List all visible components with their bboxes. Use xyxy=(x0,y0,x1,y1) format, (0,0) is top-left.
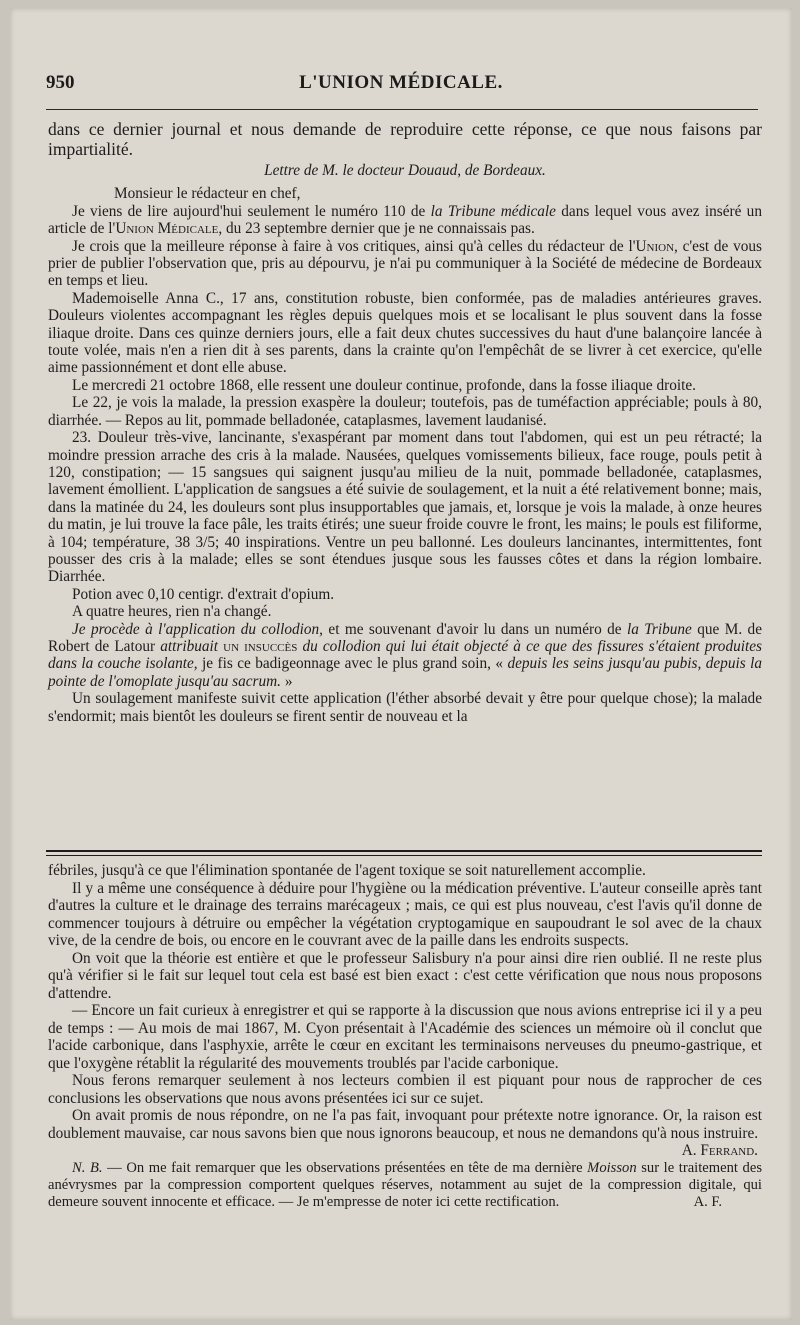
header-rule xyxy=(46,109,758,110)
paragraph-1: Je viens de lire aujourd'hui seulement le numéro 110 de la Tribune médicale dans lequel vous avez inséré un article de l'Union Médicale, du 23 septembre dernier que je ne connaissais pas. xyxy=(48,202,762,238)
letter-heading: Lettre de M. le docteur Douaud, de Bordeaux. xyxy=(264,162,546,179)
journal-title: la Tribune médicale xyxy=(430,202,556,220)
note-paragraph-4: — Encore un fait curieux à enregistrer et qui se rapporte à la discussion que nous avions entreprise ici il y a peu de temps : — Au mois de mai 1867, M. Cyon présentait à l'Académie des sciences un mémoire où il conclut que l'acide carbonique, dans l'asphyxie, arrête le cœur en excitant les terminaisons nerveuses du pneumo-gastrique, et que l'oxygène rétablit la régularité des mouvements troublés par l'acide carbonique. xyxy=(48,1002,762,1072)
postscript-label: N. B. xyxy=(72,1159,103,1176)
note-paragraph-3: On voit que la théorie est entière et que le professeur Salisbury n'a pour ainsi dire rien oublié. Il ne reste plus qu'à vérifier si le fait sur lequel tout cela est basé est bien exact : c'est cette vérification que nous nous proposons d'attendre. xyxy=(48,949,762,1002)
paragraph-8: A quatre heures, rien n'a changé. xyxy=(72,603,272,621)
paragraph-6: 23. Douleur très-vive, lancinante, s'exaspérant par moment dans tout l'abdomen, qui est un peu rétracté; la moindre pression arrache des cris à la malade. Nausées, quelques vomissements bilieux, face rouge, pouls petit à 120, constipation; — 15 sangsues qui saignent jusqu'au milieu de la nuit, pommade belladonée, cataplasmes, lavement émollient. L'application de sangsues a été suivie de soulagement, et la nuit a été relativement bonne; mais, dans la matinée du 24, les douleurs sont plus insupportables que jamais, et, lorsque je vois la malade, à onze heures du matin, je lui trouve la face pâle, les traits étirés; une sueur froide couvre le front, les mains; le pouls est filiforme, à 104; température, 38 3/5; 40 inspirations. Ventre un peu ballonné. Les douleurs lancinantes, intermittentes, font pousser des cris à la malade; elles se sont étendues jusque sous les fausses côtes et dans la région lombaire. Diarrhée. xyxy=(48,429,762,586)
postscript: N. B. — On me fait remarquer que les observations présentées en tête de ma dernière Moisson sur le traitement des anévrysmes par la compression comportent quelques réserves, notamment au sujet de la compression digitale, qui demeure souvent innocente et efficace. — Je m'empresse de noter ici cette rectification. A. F. xyxy=(48,1159,762,1210)
opening-paragraph: dans ce dernier journal et nous demande de reproduire cette réponse, ce que nous faisons par impartialité. xyxy=(48,119,762,159)
section-divider xyxy=(46,850,762,856)
journal-name: Union xyxy=(635,237,675,255)
salutation: Monsieur le rédacteur en chef, xyxy=(114,185,301,203)
paragraph-3: Mademoiselle Anna C., 17 ans, constitution robuste, bien conformée, pas de maladies antérieures graves. Douleurs violentes accompagnant les règles depuis quelques mois et se localisant le plus souvent dans la fosse iliaque droite. Dans ces quinze derniers jours, elle a fait deux chutes successives du haut d'une balançoire lancée à toute volée, mais n'en a rien dit à ses parents, dans la crainte qu'on l'empêchât de se livrer à cet exercice, qu'elle aime passionnément et dont elle abuse. xyxy=(48,289,762,377)
note-paragraph-1: fébriles, jusqu'à ce que l'élimination spontanée de l'agent toxique se soit naturellement accomplie. xyxy=(48,862,646,879)
note-paragraph-6: On avait promis de nous répondre, on ne l'a pas fait, invoquant pour prétexte notre ignorance. Or, la raison est doublement mauvaise, car nous savons bien que nous ignorons beaucoup, et nous ne demandons qu'à nous instruire. xyxy=(48,1107,762,1142)
paragraph-2: Je crois que la meilleure réponse à faire à vos critiques, ainsi qu'à celles du rédacteur de l'Union, c'est de vous prier de publier l'observation que, pris au dépourvu, je n'ai pu communiquer à la Société de médecine de Bordeaux en temps et lieu. xyxy=(48,237,763,290)
paragraph-5: Le 22, je vois la malade, la pression exaspère la douleur; toutefois, pas de tuméfaction appréciable; pouls à 80, diarrhée. — Repos au lit, pommade belladonée, cataplasmes, lavement laudanisé. xyxy=(48,394,762,429)
feuilleton-body xyxy=(48,862,762,1211)
article-body xyxy=(48,120,762,725)
journal-name: Union Médicale xyxy=(115,220,219,238)
author-signature: A. Ferrand. xyxy=(681,1142,758,1159)
page-header xyxy=(46,72,756,100)
page-number: 950 xyxy=(46,72,75,93)
paragraph-4: Le mercredi 21 octobre 1868, elle ressent une douleur continue, profonde, dans la fosse iliaque droite. xyxy=(72,376,696,394)
paragraph-7: Potion avec 0,10 centigr. d'extrait d'opium. xyxy=(72,585,335,603)
note-paragraph-2: Il y a même une conséquence à déduire pour l'hygiène ou la médication préventive. L'auteur conseille après tant d'autres la culture et le drainage des terrains marécageux ; mais, ce qui est plus nouveau, c'est l'avis qu'il donne de commencer toujours à détruire ou empêcher la végétation cryptogamique en saupoudrant le sol avec de la chaux vive, de la cendre de bois, ou encore en le couvrant avec de la paille dans les endroits suspects. xyxy=(48,879,762,949)
postscript-signature: A. F. xyxy=(693,1193,722,1210)
page xyxy=(10,8,792,1320)
paragraph-9: Je procède à l'application du collodion, et me souvenant d'avoir lu dans un numéro de la Tribune que M. de Robert de Latour attribuait un insuccès du collodion qui lui était objecté à ce que des fissures s'étaient produites dans la couche isolante, je fis ce badigeonnage avec le plus grand soin, « depuis les seins jusqu'au pubis, depuis la pointe de l'omoplate jusqu'au sacrum. » xyxy=(48,620,762,690)
paragraph-10: Un soulagement manifeste suivit cette application (l'éther absorbé devait y être pour quelque chose); la malade s'endormit; mais bientôt les douleurs se firent sentir de nouveau et la xyxy=(48,690,762,725)
running-title: L'UNION MÉDICALE. xyxy=(299,72,503,93)
note-paragraph-5: Nous ferons remarquer seulement à nos lecteurs combien il est piquant pour nous de rapprocher de ces conclusions les observations que nous avons présentées ici sur ce sujet. xyxy=(48,1072,762,1107)
